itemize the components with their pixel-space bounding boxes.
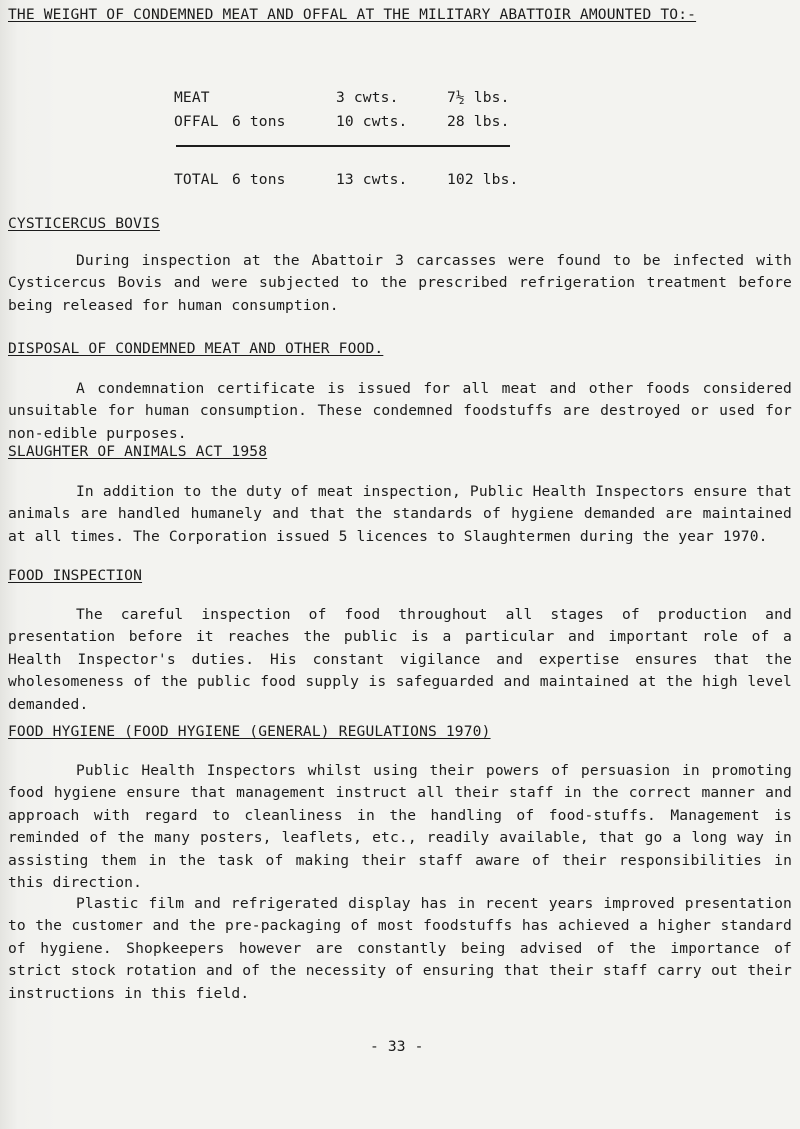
row-cwts: 10 cwts. — [336, 113, 408, 130]
weights-table — [174, 89, 527, 137]
total-label: TOTAL — [174, 171, 219, 188]
weights-total-row — [174, 171, 527, 188]
paragraph-food-hygiene-1: Public Health Inspectors whilst using their powers of persuasion in promoting food hygiene ensure that management instruct all their staff in the correct manner and approach with regard to cleanliness in the handling of food-stuffs. Management is reminded of the many posters, leaflets, etc., readily available, that go a long way in assisting them in the task of making their staff aware of their responsibilities in this direction. — [8, 762, 792, 892]
row-label: MEAT — [174, 89, 210, 106]
page-number: - 33 - — [370, 1038, 424, 1055]
heading-disposal: DISPOSAL OF CONDEMNED MEAT AND OTHER FOOD. — [8, 340, 384, 357]
total-cwts: 13 cwts. — [336, 171, 408, 188]
paragraph-food-hygiene-2: Plastic film and refrigerated display has in recent years improved presentation to the customer and the pre-packaging of most foodstuffs has achieved a higher standard of hygiene. Shopkeepers however are constantly being advised of the importance of strict stock rotation and of the necessity of ensuring that their staff carry out their instructions in this field. — [8, 895, 792, 1002]
total-tons: 6 tons — [232, 171, 286, 188]
heading-slaughter: SLAUGHTER OF ANIMALS ACT 1958 — [8, 443, 268, 460]
weights-row-offal — [174, 113, 527, 137]
paragraph-slaughter: In addition to the duty of meat inspection, Public Health Inspectors ensure that animals are handled humanely and that the standards of hygiene demanded are maintained at all times. The Corporation issued 5 licences to Slaughtermen during the year 1970. — [8, 483, 792, 545]
row-label: OFFAL — [174, 113, 219, 130]
paragraph-disposal: A condemnation certificate is issued for all meat and other foods considered unsuitable for human consumption. These condemned foodstuffs are destroyed or used for non-edible purposes. — [8, 380, 792, 442]
total-lbs: 102 lbs. — [447, 171, 519, 188]
heading-cysticercus: CYSTICERCUS BOVIS — [8, 215, 160, 232]
weights-row-meat — [174, 89, 527, 113]
total-divider — [176, 145, 510, 147]
row-lbs: 28 lbs. — [447, 113, 510, 130]
row-cwts: 3 cwts. — [336, 89, 399, 106]
heading-food-inspection: FOOD INSPECTION — [8, 567, 143, 584]
row-tons — [232, 89, 312, 113]
page-title: THE WEIGHT OF CONDEMNED MEAT AND OFFAL AT THE MILITARY ABATTOIR AMOUNTED TO:- — [8, 6, 697, 23]
row-lbs: 7½ lbs. — [447, 89, 510, 106]
paragraph-food-inspection: The careful inspection of food throughout all stages of production and presentation before it reaches the public is a particular and important role of a Health Inspector's duties. His constant vigilance and expertise ensures that the wholesomeness of the public food supply is safeguarded and maintained at the high level demanded. — [8, 606, 792, 713]
paragraph-cysticercus: During inspection at the Abattoir 3 carcasses were found to be infected with Cysticercus Bovis and were subjected to the prescribed refrigeration treatment before being released for human consumption. — [8, 252, 792, 314]
heading-food-hygiene: FOOD HYGIENE (FOOD HYGIENE (GENERAL) REGULATIONS 1970) — [8, 723, 491, 740]
row-tons: 6 tons — [232, 113, 286, 130]
